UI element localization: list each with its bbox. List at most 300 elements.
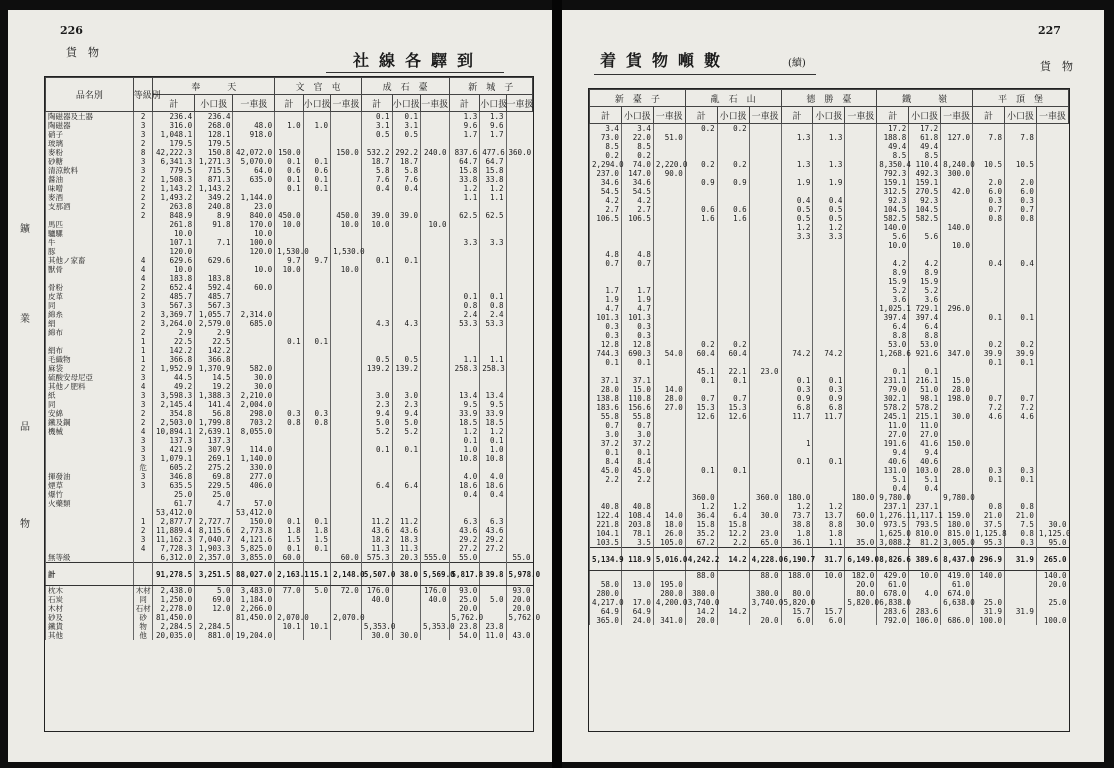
table-cell: 12.8 [621, 340, 653, 349]
page-title: 社線各驛到 [353, 51, 484, 70]
table-cell: 40.8 [590, 502, 622, 511]
table-cell [480, 553, 506, 563]
table-cell [717, 475, 749, 484]
table-cell: 3 [133, 391, 153, 400]
table-cell: 2 [133, 175, 153, 184]
table-cell: 8.4 [621, 457, 653, 466]
table-cell: 硫酸安母尼亞 [46, 373, 134, 382]
table-cell: 1.2 [685, 502, 717, 511]
table-cell [749, 205, 781, 214]
table-cell: 106.5 [590, 214, 622, 223]
table-cell: 其他ノ肥料 [46, 382, 134, 391]
table-cell [506, 283, 532, 292]
table-cell: 6.4 [392, 481, 421, 490]
table-cell [421, 157, 450, 166]
table-cell [941, 232, 973, 241]
title-rule [326, 72, 504, 73]
table-cell: 0.7 [1004, 394, 1036, 403]
table-cell: 53.0 [909, 340, 941, 349]
table-cell [941, 367, 973, 376]
table-cell [781, 151, 813, 160]
table-row [590, 403, 1069, 412]
table-cell [233, 139, 275, 148]
table-row [590, 394, 1069, 403]
table-cell: 237.0 [590, 169, 622, 178]
table-cell [421, 265, 450, 274]
table-cell [1036, 322, 1068, 331]
table-cell [590, 571, 622, 581]
table-cell: 0.1 [590, 358, 622, 367]
table-cell [845, 214, 877, 223]
table-cell: 1.3 [813, 133, 845, 142]
table-cell: 69.8 [195, 472, 233, 481]
table-cell [685, 448, 717, 457]
table-cell: 清涼飲料 [46, 166, 134, 175]
table-cell: 3.3 [480, 238, 506, 247]
table-cell: 0.1 [303, 184, 330, 193]
table-cell: 7.5 [1004, 520, 1036, 529]
table-cell [1036, 412, 1068, 421]
table-cell: 0.1 [685, 466, 717, 475]
table-cell: 0.4 [392, 184, 421, 193]
table-cell [361, 247, 392, 256]
table-cell: 365.0 [590, 616, 622, 625]
table-cell: 93.0 [506, 586, 532, 596]
table-cell: 300.0 [941, 169, 973, 178]
table-cell: 567.3 [153, 301, 195, 310]
table-cell: 30.0 [392, 631, 421, 640]
table-cell [845, 430, 877, 439]
table-cell [717, 616, 749, 625]
table-cell [275, 274, 304, 283]
table-cell: 2,727.7 [195, 517, 233, 526]
table-cell: 28.0 [941, 466, 973, 475]
table-cell [275, 445, 304, 454]
table-row [46, 563, 533, 586]
table-cell [449, 499, 480, 508]
table-cell: 0.3 [973, 196, 1005, 205]
table-cell [233, 184, 275, 193]
table-row [590, 304, 1069, 313]
table-row [590, 475, 1069, 484]
table-cell [506, 310, 532, 319]
table-cell: 0.5 [781, 205, 813, 214]
table-cell: 8.5 [590, 142, 622, 151]
table-cell: 106.0 [909, 616, 941, 625]
table-cell [46, 445, 134, 454]
table-cell [781, 187, 813, 196]
table-cell: 7,728.3 [153, 544, 195, 553]
col-header: 一車扱 [941, 107, 973, 124]
table-cell: 2,266.0 [233, 604, 275, 613]
table-cell [275, 427, 304, 436]
table-cell [506, 256, 532, 265]
table-cell [303, 472, 330, 481]
table-cell: 13.4 [449, 391, 480, 400]
table-cell: 346.8 [153, 472, 195, 481]
table-cell [941, 331, 973, 340]
table-cell: 11.7 [813, 412, 845, 421]
table-cell [421, 112, 450, 122]
table-cell: 6,190.7 [781, 548, 813, 571]
table-cell [303, 229, 330, 238]
table-cell [653, 466, 685, 475]
table-cell [449, 463, 480, 472]
table-cell [941, 295, 973, 304]
table-cell: 8.8 [909, 331, 941, 340]
table-cell [909, 223, 941, 232]
table-cell [195, 229, 233, 238]
table-row [590, 580, 1069, 589]
table-cell: 石材 [133, 604, 153, 613]
table-cell [133, 563, 153, 586]
table-cell: 5.1 [877, 475, 909, 484]
table-cell [331, 544, 362, 553]
table-cell: 2,220.0 [653, 160, 685, 169]
table-cell: 53,412.0 [233, 508, 275, 517]
table-cell: 11.0 [909, 421, 941, 430]
table-cell [973, 493, 1005, 502]
table-cell: 60.0 [233, 283, 275, 292]
title-suffix: (續) [788, 58, 806, 69]
table-cell: 1,125.0 [1036, 529, 1068, 538]
table-cell: 1.8 [813, 529, 845, 538]
table-cell: 39.9 [973, 349, 1005, 358]
table-row [46, 613, 533, 622]
table-cell [941, 358, 973, 367]
table-cell: 10.0 [275, 220, 304, 229]
table-cell: 1 [781, 439, 813, 448]
table-cell: 0.7 [685, 394, 717, 403]
table-cell: 1,799.8 [195, 418, 233, 427]
table-cell [421, 292, 450, 301]
table-cell: 玻璃 [46, 139, 134, 148]
table-cell [421, 427, 450, 436]
table-cell: 49.4 [909, 142, 941, 151]
table-cell: 3.3 [813, 232, 845, 241]
table-cell [303, 355, 330, 364]
table-cell: 64.9 [590, 607, 622, 616]
table-row [590, 295, 1069, 304]
left-page [8, 10, 552, 762]
table-cell [506, 499, 532, 508]
table-cell: 92.3 [909, 196, 941, 205]
table-cell: 6,312.0 [153, 553, 195, 563]
table-cell [331, 121, 362, 130]
table-cell [392, 283, 421, 292]
table-cell: 221.8 [590, 520, 622, 529]
table-cell: 0.5 [781, 214, 813, 223]
table-cell: 1,184.0 [233, 595, 275, 604]
table-row [46, 391, 533, 400]
table-cell: 安綿 [46, 409, 134, 418]
table-cell: 2 [133, 292, 153, 301]
table-cell [480, 337, 506, 346]
table-cell [781, 142, 813, 151]
table-cell [506, 364, 532, 373]
table-cell: 砂糖 [46, 157, 134, 166]
table-cell: 0.1 [392, 256, 421, 265]
table-cell: 0.8 [449, 301, 480, 310]
table-row [590, 358, 1069, 367]
table-cell: 1.1 [449, 355, 480, 364]
table-cell: 陶磁器 [46, 121, 134, 130]
table-cell [449, 247, 480, 256]
table-cell: 10.0 [877, 241, 909, 250]
table-cell: 34.6 [590, 178, 622, 187]
table-cell: 馬匹 [46, 220, 134, 229]
table-cell: 9.4 [361, 409, 392, 418]
table-cell: 837.6 [449, 148, 480, 157]
table-cell [781, 331, 813, 340]
table-cell: 0.1 [717, 376, 749, 385]
table-cell [233, 112, 275, 122]
table-cell [749, 268, 781, 277]
table-cell [275, 508, 304, 517]
table-cell: 6.3 [480, 517, 506, 526]
table-cell [1036, 196, 1068, 205]
table-cell [685, 331, 717, 340]
table-cell [781, 169, 813, 178]
table-cell [1036, 340, 1068, 349]
table-cell: 4.7 [195, 499, 233, 508]
table-cell: 0.1 [1004, 358, 1036, 367]
table-cell [845, 421, 877, 430]
table-cell: 6,838.0 [877, 598, 909, 607]
table-cell [845, 616, 877, 625]
table-cell: 5.0 [303, 586, 330, 596]
page-number: 226 [60, 24, 83, 37]
table-cell: 389.6 [909, 548, 941, 571]
table-cell [685, 259, 717, 268]
table-cell [845, 412, 877, 421]
table-cell [749, 187, 781, 196]
table-cell: 231.1 [877, 376, 909, 385]
table-cell [653, 196, 685, 205]
table-cell [331, 364, 362, 373]
table-row [590, 313, 1069, 322]
table-cell: 18.2 [361, 535, 392, 544]
table-cell: 11.2 [361, 517, 392, 526]
table-cell: 216.1 [909, 376, 941, 385]
table-cell [685, 484, 717, 493]
table-cell: 104.5 [909, 205, 941, 214]
table-cell: 3.0 [392, 391, 421, 400]
table-cell: 360.0 [685, 493, 717, 502]
table-cell [480, 220, 506, 229]
table-cell [653, 187, 685, 196]
table-cell: 22.5 [195, 337, 233, 346]
table-cell: 30.0 [1036, 520, 1068, 529]
table-cell: 1,140.0 [233, 454, 275, 463]
table-row [590, 205, 1069, 214]
table-cell [421, 184, 450, 193]
table-cell [1036, 448, 1068, 457]
col-header: 小口扱 [1004, 107, 1036, 124]
table-cell: 3.4 [621, 124, 653, 134]
table-cell [331, 112, 362, 122]
table-cell [653, 367, 685, 376]
table-cell [392, 229, 421, 238]
table-cell [275, 490, 304, 499]
table-cell: 8.5 [909, 151, 941, 160]
table-cell [1036, 151, 1068, 160]
table-cell: 0.1 [303, 517, 330, 526]
table-cell: 9.6 [449, 121, 480, 130]
table-cell: 0.1 [275, 157, 304, 166]
table-cell: 104.1 [590, 529, 622, 538]
table-cell: 14.5 [195, 373, 233, 382]
table-cell [421, 301, 450, 310]
table-cell: 5.6 [909, 232, 941, 241]
table-cell: 1 [133, 355, 153, 364]
table-cell: 60.0 [331, 553, 362, 563]
table-cell [813, 421, 845, 430]
table-cell [621, 571, 653, 581]
table-cell: 5,353.0 [421, 622, 450, 631]
table-cell [275, 481, 304, 490]
col-header: 計 [590, 107, 622, 124]
table-cell [973, 232, 1005, 241]
table-cell: 55.8 [590, 412, 622, 421]
table-cell [506, 112, 532, 122]
table-cell: 1 [133, 517, 153, 526]
table-cell [331, 283, 362, 292]
table-cell: 792.3 [877, 169, 909, 178]
table-cell: 麻袋 [46, 364, 134, 373]
table-cell [421, 544, 450, 553]
table-cell [653, 322, 685, 331]
table-row [590, 250, 1069, 259]
table-cell: 0.6 [275, 166, 304, 175]
table-cell [331, 454, 362, 463]
table-cell: 20.0 [506, 595, 532, 604]
table-cell [973, 124, 1005, 134]
table-cell: 5.2 [361, 427, 392, 436]
table-cell [781, 367, 813, 376]
table-cell: 78.1 [621, 529, 653, 538]
table-row [590, 448, 1069, 457]
table-cell [506, 445, 532, 454]
table-cell: 182.0 [845, 571, 877, 581]
table-cell: 380.0 [685, 589, 717, 598]
table-cell [717, 169, 749, 178]
table-cell: 31.9 [1004, 607, 1036, 616]
table-cell: 1,903.3 [195, 544, 233, 553]
table-cell [1036, 250, 1068, 259]
table-cell [133, 553, 153, 563]
table-row [590, 412, 1069, 421]
table-cell [506, 175, 532, 184]
table-cell [303, 220, 330, 229]
table-cell: 同 [46, 400, 134, 409]
table-cell: 43.6 [480, 526, 506, 535]
table-cell: 1.9 [621, 295, 653, 304]
table-cell [449, 346, 480, 355]
table-cell: 18.7 [361, 157, 392, 166]
table-cell: 12.6 [685, 412, 717, 421]
table-cell: 62.5 [480, 211, 506, 220]
table-cell: 15.3 [685, 403, 717, 412]
table-cell: 4.8 [590, 250, 622, 259]
table-cell: 4.0 [909, 589, 941, 598]
table-cell [717, 286, 749, 295]
table-cell: 74.2 [781, 349, 813, 358]
table-cell [813, 259, 845, 268]
table-cell [506, 139, 532, 148]
table-cell: 61.0 [941, 580, 973, 589]
table-cell [331, 373, 362, 382]
table-cell: 0.1 [303, 157, 330, 166]
table-cell [1036, 331, 1068, 340]
table-cell: 0.8 [275, 418, 304, 427]
table-cell [717, 259, 749, 268]
table-cell: 11.0 [480, 631, 506, 640]
table-cell: 8.5 [621, 142, 653, 151]
table-cell: 2 [133, 139, 153, 148]
table-cell: 1.5 [303, 535, 330, 544]
table-cell [506, 229, 532, 238]
table-cell: 0.1 [303, 175, 330, 184]
table-cell: 45.1 [685, 367, 717, 376]
col-header: 小口扱 [621, 107, 653, 124]
table-cell: 10.0 [813, 571, 845, 581]
table-cell [653, 412, 685, 421]
table-cell: 無等級 [46, 553, 134, 563]
table-cell: 醤油 [46, 175, 134, 184]
table-cell [449, 283, 480, 292]
table-cell: 38.0 [392, 563, 421, 586]
table-cell [685, 223, 717, 232]
table-cell: 180.0 [781, 493, 813, 502]
table-cell [506, 220, 532, 229]
table-row [46, 508, 533, 517]
table-cell: 4 [133, 265, 153, 274]
table-cell [749, 376, 781, 385]
table-cell: 牛 [46, 238, 134, 247]
table-cell [781, 241, 813, 250]
table-cell [331, 409, 362, 418]
table-cell: 0.6 [717, 205, 749, 214]
table-row [590, 196, 1069, 205]
table-cell: 0.2 [685, 160, 717, 169]
table-cell: 0.1 [781, 376, 813, 385]
table-cell: 3,855.0 [233, 553, 275, 563]
table-cell [303, 292, 330, 301]
table-row [46, 490, 533, 499]
table-cell [506, 526, 532, 535]
table-cell [1004, 430, 1036, 439]
table-cell [303, 319, 330, 328]
table-cell [813, 187, 845, 196]
table-cell [1036, 385, 1068, 394]
running-head: 貨 物 [66, 46, 99, 59]
table-cell: 280.0 [590, 589, 622, 598]
table-cell [845, 250, 877, 259]
table-cell: 20.0 [449, 604, 480, 613]
table-cell [506, 301, 532, 310]
table-cell: 101.3 [621, 313, 653, 322]
table-row [46, 130, 533, 139]
table-cell: 11.0 [877, 421, 909, 430]
table-cell [421, 130, 450, 139]
table-row [590, 331, 1069, 340]
table-cell [749, 421, 781, 430]
table-cell: 703.2 [233, 418, 275, 427]
table-cell [46, 274, 134, 283]
table-cell [1004, 151, 1036, 160]
table-cell: 2,579.0 [195, 319, 233, 328]
